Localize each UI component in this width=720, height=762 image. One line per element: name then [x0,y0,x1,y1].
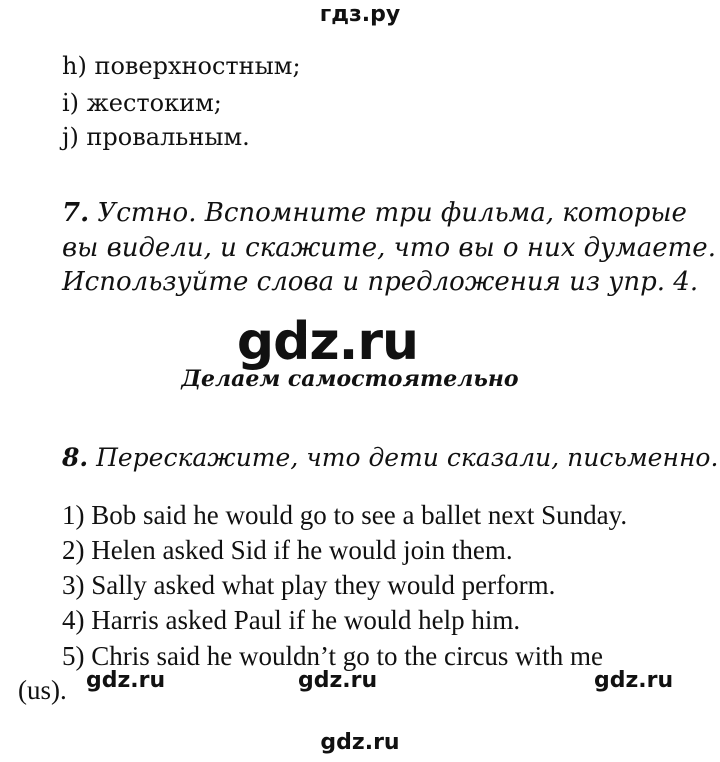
watermark-left: gdz.ru [86,668,166,693]
watermark-center: gdz.ru [298,668,378,693]
answer-5-continuation: (us). [18,675,67,705]
exercise7-line-2: вы видели, и скажите, что вы о них думаете. [62,233,716,263]
list-item-h: h) поверхностным; [62,52,301,80]
list-item-i: i) жестоким; [62,89,222,117]
header-watermark: гдз.ру [319,2,401,27]
list-item-j: j) провальным. [62,123,250,151]
answer-4: 4) Harris asked Paul if he would help him. [62,605,521,635]
answer-2: 2) Helen asked Sid if he would join them. [62,535,513,565]
footer-watermark: gdz.ru [320,730,400,755]
exercise8-instruction: Перескажите, что дети сказали, письменно. [96,443,719,472]
exercise8-number: 8. [62,443,89,472]
answer-3: 3) Sally asked what play they would perform. [62,570,556,600]
exercise7-text-1: Устно. Вспомните три фильма, которые [97,198,687,228]
exercise8-instruction-line [62,443,718,472]
exercise7-line-3: Используйте слова и предложения из упр. 4. [62,267,699,297]
big-watermark: gdz.ru [236,312,419,372]
answer-1: 1) Bob said he would go to see a ballet next Sunday. [62,500,628,530]
answer-5: 5) Chris said he wouldn’t go to the circus with me [62,641,603,671]
watermark-right: gdz.ru [594,668,674,693]
exercise7-line-1 [62,198,687,228]
exercise7-number: 7. [62,198,90,228]
section-title: Делаем самостоятельно [181,366,519,392]
